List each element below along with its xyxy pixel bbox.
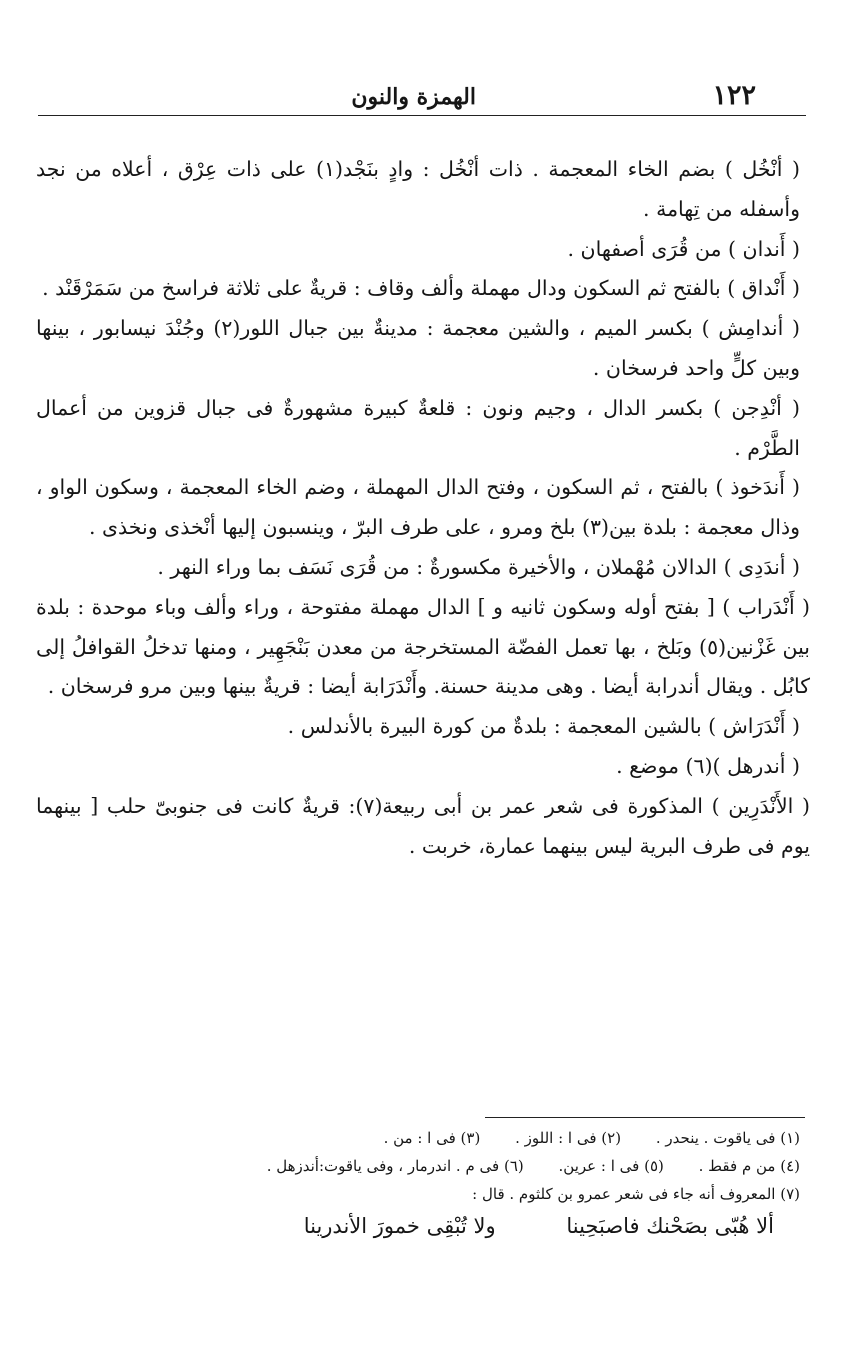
- footnote-2: (٢) فى ا : اللوز .: [515, 1129, 622, 1147]
- entry-andijan: ( أنْدِجن ) بكسر الدال ، وجيم ونون : قلعةٌ كبيرة مشهورةٌ فى جبال قزوين من أعمال الطَّرْم .: [36, 395, 800, 460]
- footnotes: [40, 1124, 810, 1242]
- entry-ankhul: ( أنْخُل ) بضم الخاء المعجمة . ذات أنْخُل : وادٍ بنَجْد(١) على ذات عِرْق ، أعلاه من نجد وأسفله من تِهامة .: [36, 157, 800, 221]
- footnote-1: (١) فى ياقوت . ينحدر .: [655, 1129, 800, 1147]
- entry-andamish: ( أندامِش ) بكسر الميم ، والشين معجمة : مدينةٌ بين جبال اللور(٢) وجُنْدَ نيسابور ، بينها وبين كلٍّ واحد فرسخان .: [36, 316, 800, 380]
- verse-hemistich-1: ألا هُبّى بصَحْنك فاصبَحِينا: [566, 1214, 774, 1238]
- footnote-4: (٤) من م فقط .: [698, 1157, 800, 1175]
- page-number: ١٢٢: [712, 80, 756, 111]
- footnote-3: (٣) فى ا : من .: [383, 1129, 481, 1147]
- verse-hemistich-2: ولا تُبْقِى خمورَ الأندرينا: [303, 1214, 496, 1238]
- entry-andaq: ( أَنْداق ) بالفتح ثم السكون ودال مهملة وألف وقاف : قريةٌ على ثلاثة فراسخ من سَمَرْقَنْد .: [42, 276, 800, 301]
- entry-andarhal: ( أندرهل )(٦) موضع .: [616, 753, 800, 778]
- entry-andadi: ( أندَدِى ) الدالان مُهْملان ، والأخيرة مكسورةٌ : من قُرَى نَسَف بما وراء النهر .: [157, 554, 800, 579]
- running-title: الهمزة والنون: [351, 84, 476, 110]
- header-rule: [38, 115, 806, 116]
- entry-andarab: ( أَنْدَراب ) [ بفتح أوله وسكون ثانيه و ] الدال مهملة مفتوحة ، وراء وألف وباء موحدة : بلدة بين غَزْنين(٥) وبَلخ ، بها تعمل الفضّة المستخرجة من معدن بَنْجَهِير ، ومنها تدخلُ القوافلُ إلى كابُل . ويقال أندرابة أيضا . وهى مدينة حسنة. وأَنْدَرَابة أيضا : قريةٌ بينها وبين مرو فرسخان .: [36, 594, 810, 699]
- footnote-line: [40, 1124, 810, 1152]
- footnote-7-text: (٧) المعروف أنه جاء فى شعر عمرو بن كلثوم . قال :: [472, 1185, 800, 1203]
- footnote-6: (٦) فى م . اندرمار ، وفى ياقوت:أندزهل .: [266, 1157, 524, 1175]
- entry-andakhudh: ( أَندَخوذ ) بالفتح ، ثم السكون ، وفتح الدال المهملة ، وضم الخاء المعجمة ، وسكون الواو ، وذال معجمة : بلدة بين(٣) بلخ ومرو ، على طرف البرّ ، وينسبون إليها أنْخذى ونخذى .: [36, 475, 800, 540]
- entry-andan: ( أَندان ) من قُرَى أصفهان .: [567, 236, 800, 261]
- dictionary-entries: [36, 150, 810, 866]
- entry-al-andarin: ( الأَنْدَرِين ) المذكورة فى شعر عمر بن أبى ربيعة(٧): قريةٌ كانت فى جنوبىّ حلب [ بينهما يوم فى طرف البرية ليس بينهما عمارة، خربت .: [36, 793, 810, 858]
- poetry-verse: [40, 1210, 810, 1242]
- footnote-rule: [485, 1117, 805, 1118]
- footnote-line: [40, 1152, 810, 1180]
- page-header: [38, 78, 806, 116]
- footnote-7: [40, 1180, 810, 1208]
- entry-andarash: ( أَنْدَرَاش ) بالشين المعجمة : بلدةٌ من كورة البيرة بالأندلس .: [287, 714, 800, 739]
- footnote-5: (٥) فى ا : عرين.: [558, 1157, 664, 1175]
